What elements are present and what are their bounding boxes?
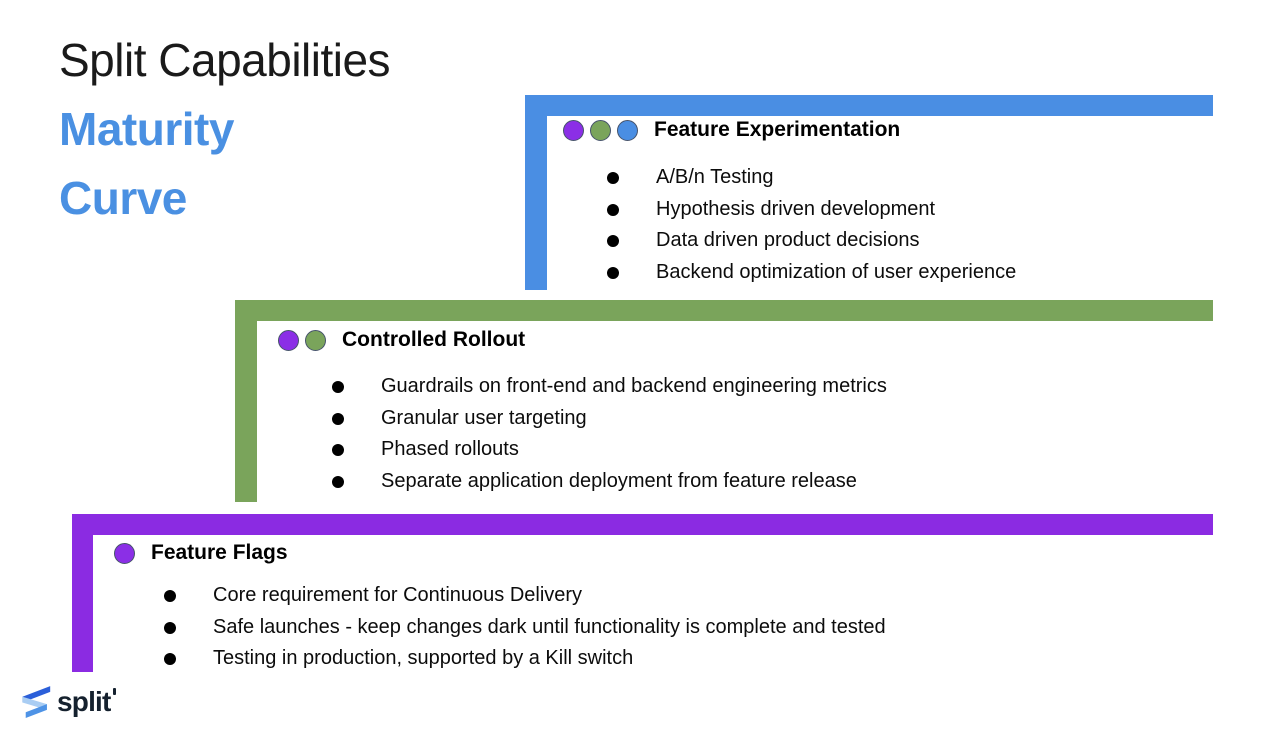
split-logo-icon — [20, 686, 51, 719]
tier-title: Feature Flags — [151, 541, 288, 564]
bullet-text: Core requirement for Continuous Delivery — [213, 584, 583, 606]
bullet-text: Phased rollouts — [381, 438, 519, 461]
bullet-marker — [332, 444, 344, 456]
bullet-marker — [332, 476, 344, 488]
bullet-text: Granular user targeting — [381, 406, 587, 429]
bullet-marker — [607, 235, 619, 247]
bullet-text: Guardrails on front-end and backend engineering metrics — [381, 375, 887, 397]
bullet-marker — [607, 172, 619, 184]
bullet-item — [332, 434, 887, 466]
bullet-text: Backend optimization of user experience — [656, 261, 1017, 284]
tier-top-bar — [72, 514, 1213, 535]
maturity-dot-blue — [617, 120, 638, 141]
tier-top-bar — [235, 300, 1213, 321]
bullet-marker — [607, 267, 619, 279]
bullet-text: Testing in production, supported by a Kill switch — [213, 647, 634, 670]
bullet-item — [607, 162, 1016, 194]
maturity-dot-purple — [114, 543, 135, 564]
maturity-dot-purple — [278, 330, 299, 351]
bullet-item — [607, 257, 1016, 289]
maturity-dot-green — [305, 330, 326, 351]
registered-mark — [113, 688, 116, 695]
tier-header — [114, 542, 288, 564]
bullet-text: Separate application deployment from feature release — [381, 470, 857, 493]
tier-bullet-list — [164, 580, 886, 675]
bullet-marker — [607, 204, 619, 216]
tier-title: Feature Experimentation — [654, 118, 901, 141]
tier-title: Controlled Rollout — [342, 328, 526, 351]
tier-header — [563, 119, 900, 141]
tier-bullet-list — [607, 162, 1016, 289]
bullet-text: A/B/n Testing — [656, 166, 774, 188]
title-line-1: Split Capabilities — [59, 34, 391, 86]
bullet-item — [332, 371, 887, 403]
bullet-item — [332, 403, 887, 435]
maturity-dot-green — [590, 120, 611, 141]
bullet-marker — [332, 413, 344, 425]
tier-top-bar — [525, 95, 1213, 116]
title-line-3: Curve — [59, 172, 187, 224]
bullet-item — [164, 612, 886, 644]
title-line-2: Maturity — [59, 103, 234, 155]
tier-left-bar — [235, 300, 257, 502]
tier-header — [278, 329, 525, 351]
bullet-item — [607, 194, 1016, 226]
bullet-marker — [164, 653, 176, 665]
bullet-text: Safe launches - keep changes dark until functionality is complete and tested — [213, 615, 886, 638]
bullet-item — [332, 466, 887, 498]
bullet-text: Data driven product decisions — [656, 229, 920, 252]
tier-left-bar — [72, 514, 93, 672]
bullet-marker — [164, 590, 176, 602]
bullet-marker — [332, 381, 344, 393]
split-logo — [20, 685, 116, 719]
tier-left-bar — [525, 95, 547, 290]
logo-wordmark: split — [57, 686, 111, 717]
maturity-dot-purple — [563, 120, 584, 141]
bullet-item — [164, 580, 886, 612]
page-title — [59, 26, 390, 233]
bullet-text: Hypothesis driven development — [656, 197, 936, 220]
bullet-item — [607, 225, 1016, 257]
tier-bullet-list — [332, 371, 887, 498]
bullet-item — [164, 643, 886, 675]
bullet-marker — [164, 622, 176, 634]
